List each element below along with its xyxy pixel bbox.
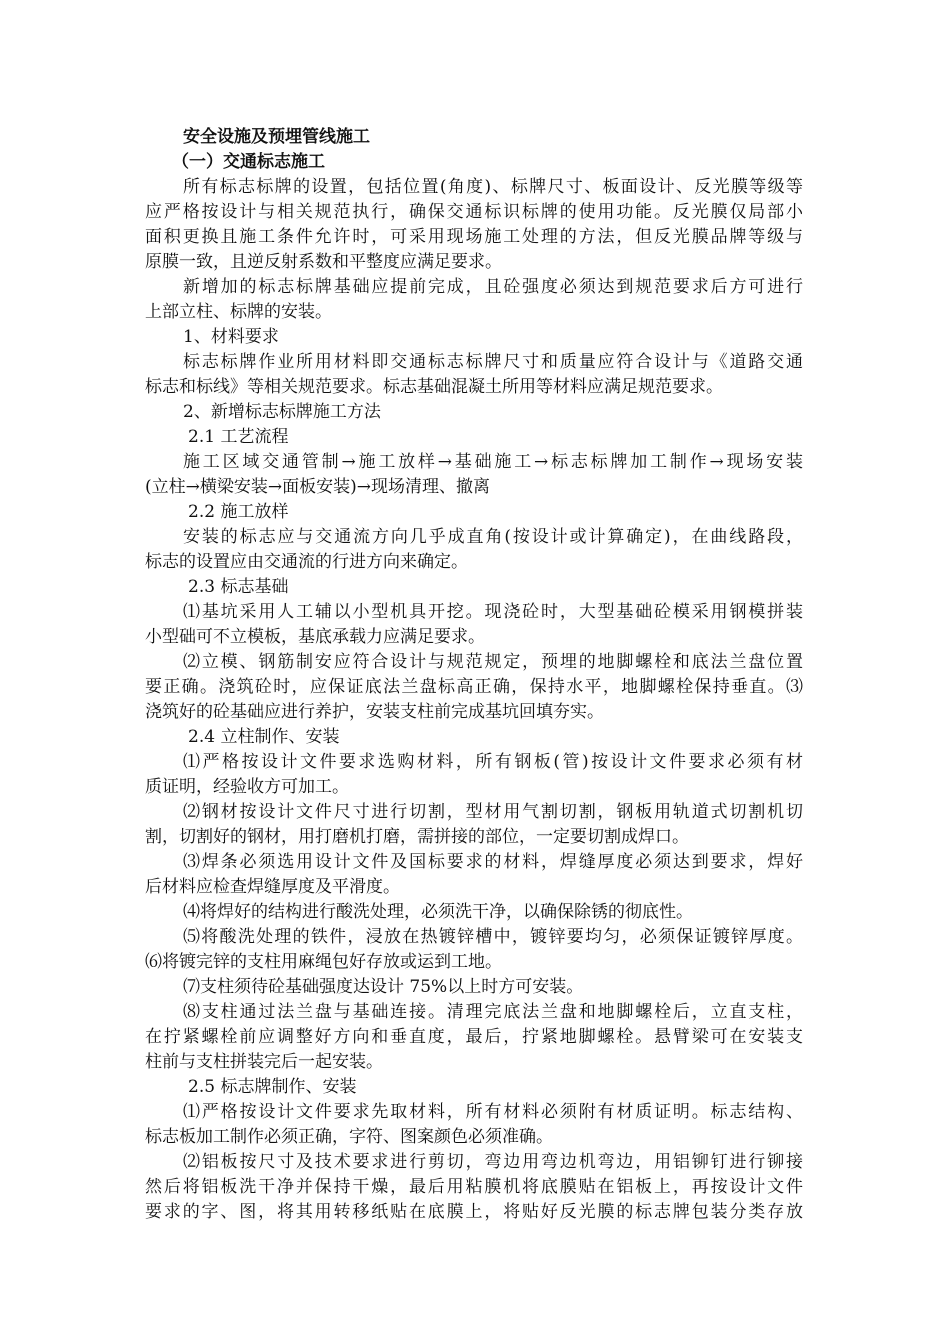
paragraph-line: 要正确。浇筑砼时，应保证底法兰盘标高正确，保持水平，地脚螺栓保持垂直。⑶: [145, 677, 803, 697]
item-subheading: 2.5 标志牌制作、安装: [188, 1077, 357, 1097]
item-heading: 2、新增标志标牌施工方法: [183, 402, 381, 422]
paragraph-line: ⑵立模、钢筋制安应符合设计与规范规定，预埋的地脚螺栓和底法兰盘位置: [183, 652, 803, 672]
paragraph-line: 标志和标线》等相关规范要求。标志基础混凝土所用等材料应满足规范要求。: [145, 377, 723, 397]
paragraph-line: ⑴基坑采用人工辅以小型机具开挖。现浇砼时，大型基础砼模采用钢模拼装: [183, 602, 803, 622]
paragraph-line: 浇筑好的砼基础应进行养护，安装支柱前完成基坑回填夯实。: [145, 702, 604, 722]
item-subheading: 2.2 施工放样: [188, 502, 289, 522]
paragraph-line: ⑴严格按设计文件要求选购材料，所有钢板(管)按设计文件要求必须有材: [183, 752, 803, 772]
paragraph-line: ⑷将焊好的结构进行酸洗处理，必须洗干净，以确保除锈的彻底性。: [183, 902, 693, 922]
paragraph-line: ⑺支柱须待砼基础强度达设计 75%以上时方可安装。: [183, 977, 584, 997]
paragraph-line: 新增加的标志标牌基础应提前完成，且砼强度必须达到规范要求后方可进行: [183, 277, 803, 297]
item-heading: 1、材料要求: [183, 327, 279, 347]
paragraph-line: ⑵钢材按设计文件尺寸进行切割，型材用气割切割，钢板用轨道式切割机切: [183, 802, 803, 822]
paragraph-line: 上部立柱、标牌的安装。: [145, 302, 332, 322]
section-title: 安全设施及预埋管线施工: [183, 127, 370, 147]
paragraph-line: 应严格按设计与相关规范执行，确保交通标识标牌的使用功能。反光膜仅局部小: [145, 202, 803, 222]
subsection-title: （一）交通标志施工: [172, 152, 325, 172]
paragraph-line: 后材料应检查焊缝厚度及平滑度。: [145, 877, 400, 897]
paragraph-line: 小型础可不立模板，基底承载力应满足要求。: [145, 627, 485, 647]
paragraph-line: ⑴严格按设计文件要求先取材料，所有材料必须附有材质证明。标志结构、: [183, 1102, 803, 1122]
paragraph-line: 要求的字、图，将其用转移纸贴在底膜上，将贴好反光膜的标志牌包装分类存放: [145, 1202, 803, 1222]
paragraph-line: ⑸将酸洗处理的铁件，浸放在热镀锌槽中，镀锌要均匀，必须保证镀锌厚度。: [183, 927, 803, 947]
paragraph-line: 柱前与支柱拼装完后一起安装。: [145, 1052, 383, 1072]
paragraph-line: (立柱→横梁安装→面板安装)→现场清理、撤离: [145, 477, 490, 497]
paragraph-line: ⑹将镀完锌的支柱用麻绳包好存放或运到工地。: [145, 952, 502, 972]
item-subheading: 2.4 立柱制作、安装: [188, 727, 340, 747]
paragraph-line: 标志板加工制作必须正确，字符、图案颜色必须准确。: [145, 1127, 553, 1147]
paragraph-line: 割，切割好的钢材，用打磨机打磨，需拼接的部位，一定要切割成焊口。: [145, 827, 689, 847]
paragraph-line: 所有标志标牌的设置，包括位置(角度)、标牌尺寸、板面设计、反光膜等级等: [183, 177, 803, 197]
item-subheading: 2.1 工艺流程: [188, 427, 289, 447]
paragraph-line: ⑻支柱通过法兰盘与基础连接。清理完底法兰盘和地脚螺栓后，立直支柱，: [183, 1002, 803, 1022]
paragraph-line: 原膜一致，且逆反射系数和平整度应满足要求。: [145, 252, 502, 272]
item-subheading: 2.3 标志基础: [188, 577, 289, 597]
paragraph-line: 标志标牌作业所用材料即交通标志标牌尺寸和质量应符合设计与《道路交通: [183, 352, 803, 372]
paragraph-line: ⑵铝板按尺寸及技术要求进行剪切，弯边用弯边机弯边，用铝铆钉进行铆接: [183, 1152, 803, 1172]
paragraph-line: 质证明，经验收方可加工。: [145, 777, 349, 797]
paragraph-line: 施工区域交通管制→施工放样→基础施工→标志标牌加工制作→现场安装: [183, 452, 803, 472]
paragraph-line: ⑶焊条必须选用设计文件及国标要求的材料，焊缝厚度必须达到要求，焊好: [183, 852, 803, 872]
paragraph-line: 安装的标志应与交通流方向几乎成直角(按设计或计算确定)，在曲线路段，: [183, 527, 803, 547]
paragraph-line: 然后将铝板洗干净并保持干燥，最后用粘膜机将底膜贴在铝板上，再按设计文件: [145, 1177, 803, 1197]
paragraph-line: 在拧紧螺栓前应调整好方向和垂直度，最后，拧紧地脚螺栓。悬臂梁可在安装支: [145, 1027, 803, 1047]
paragraph-line: 标志的设置应由交通流的行进方向来确定。: [145, 552, 468, 572]
paragraph-line: 面积更换且施工条件允许时，可采用现场施工处理的方法，但反光膜品牌等级与: [145, 227, 803, 247]
